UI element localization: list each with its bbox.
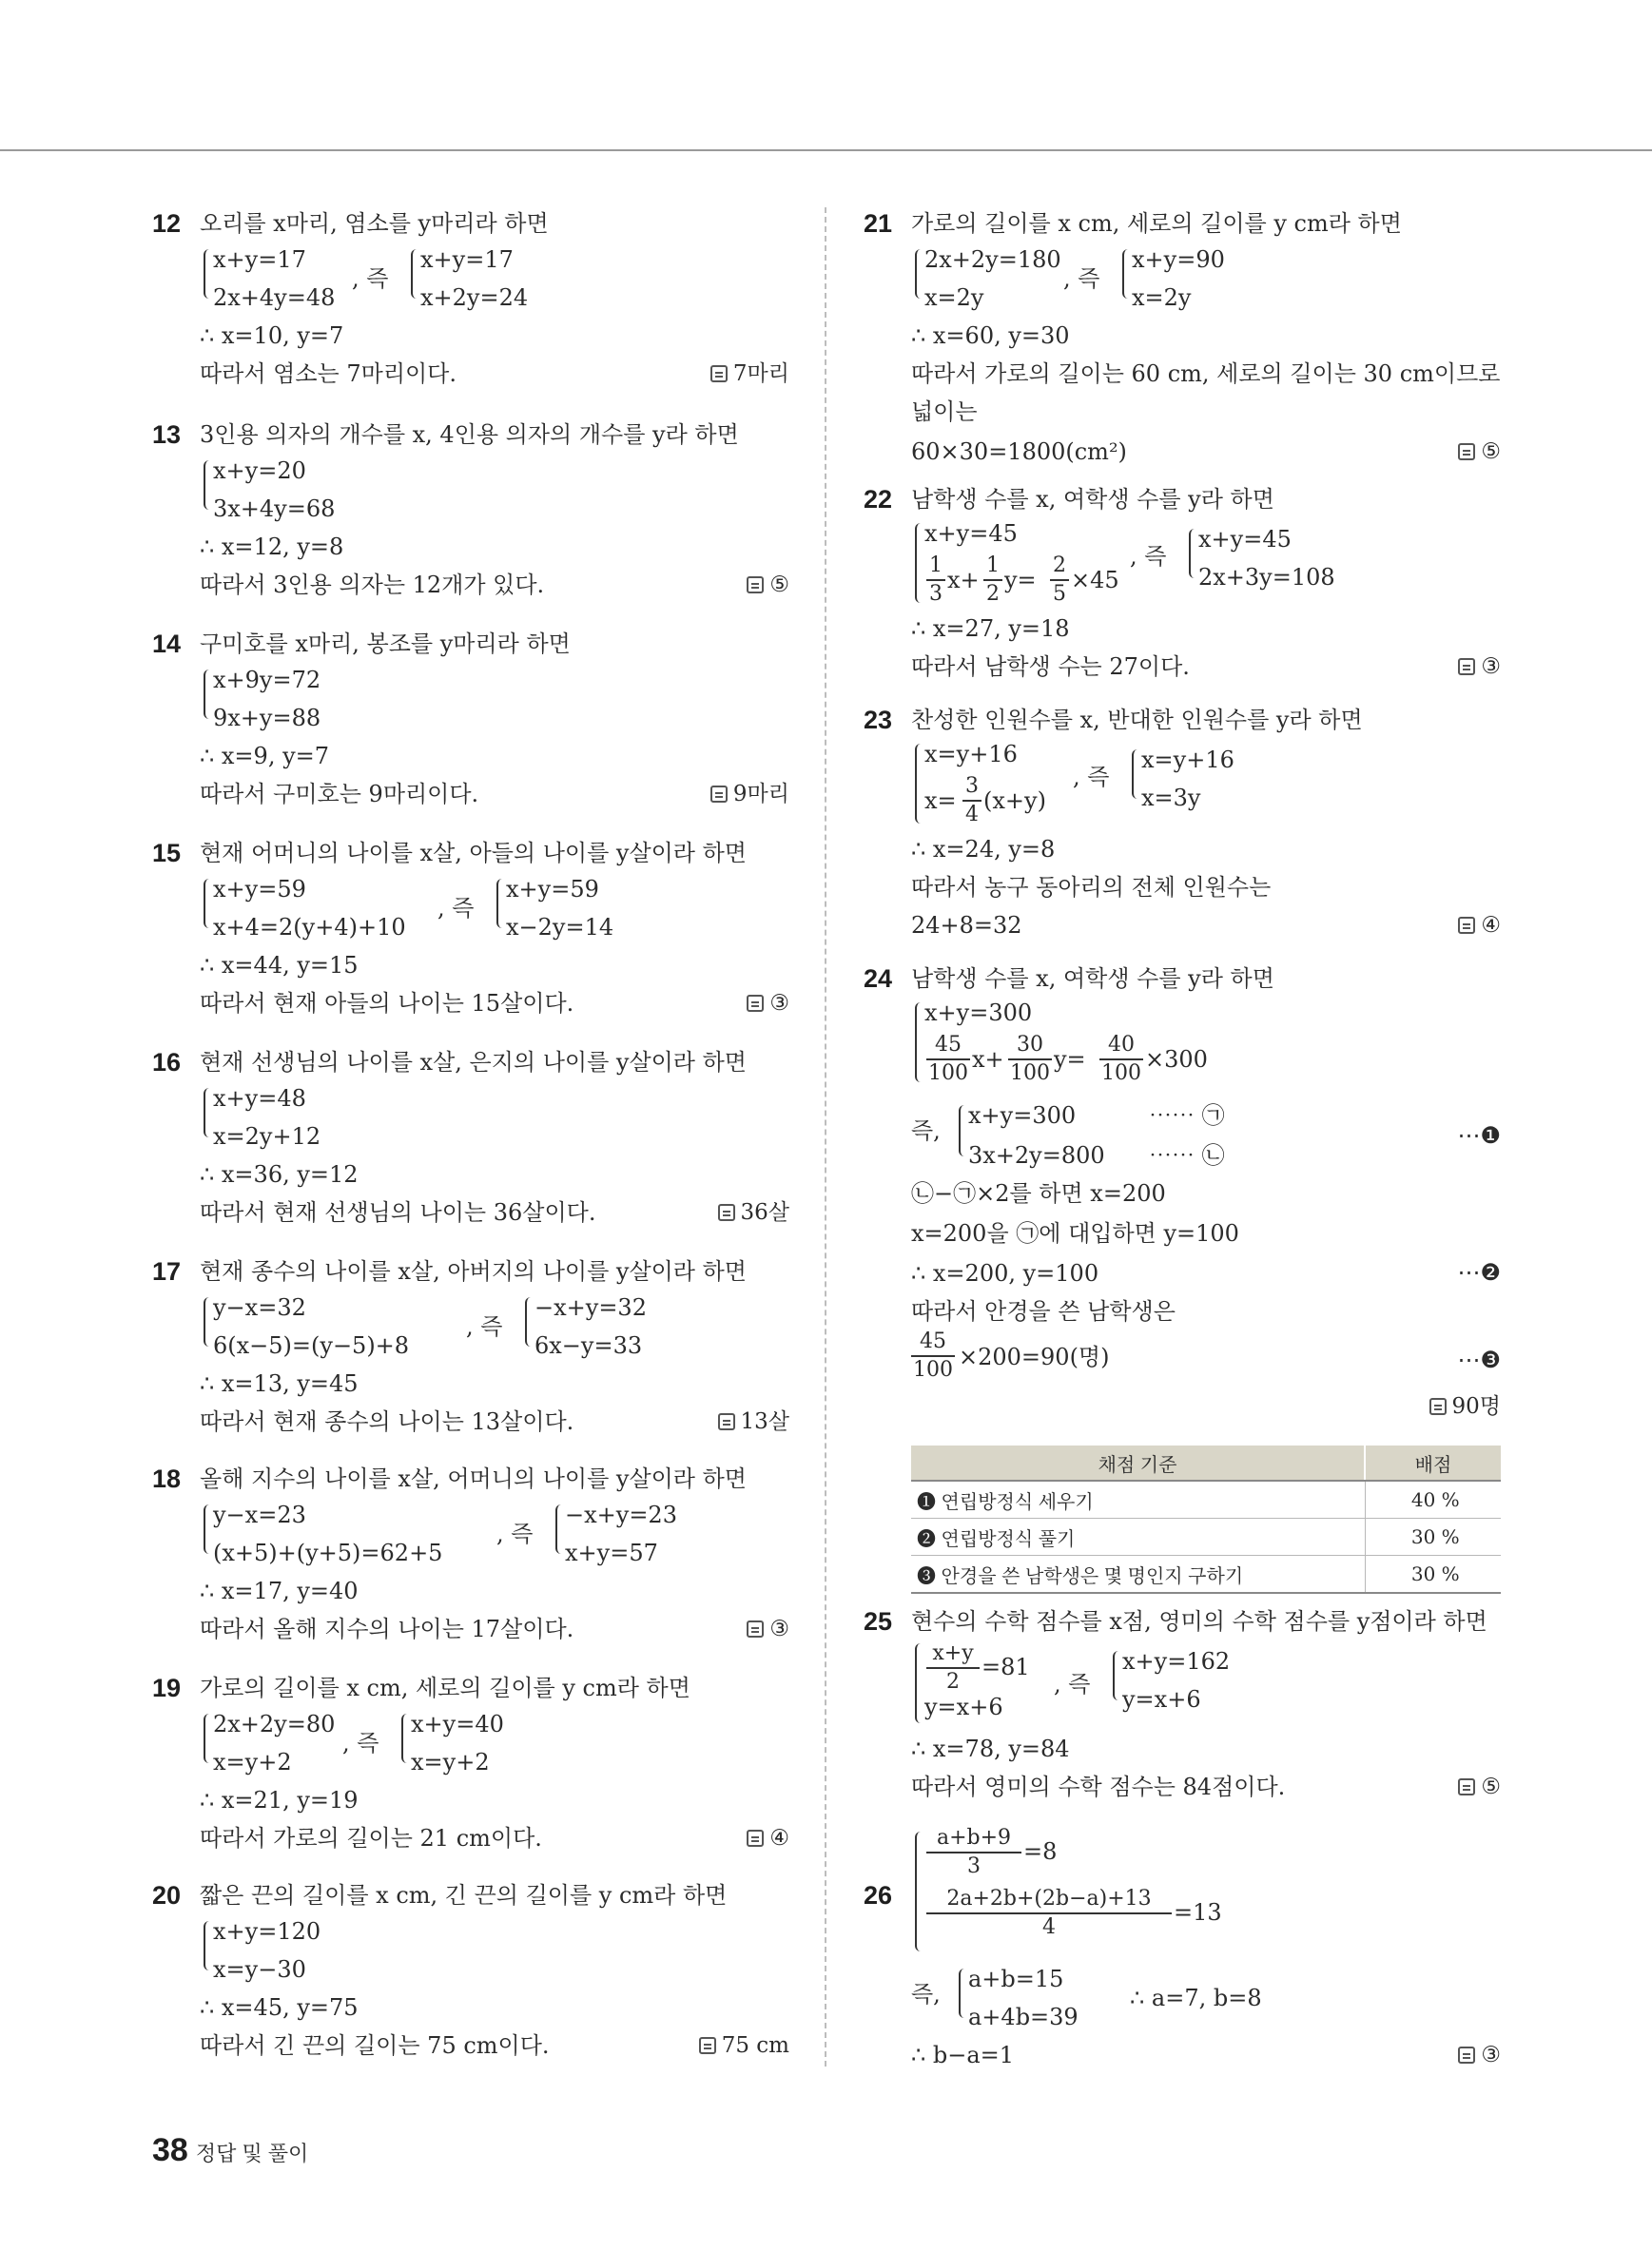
eq-4: x+y=57 [565, 1540, 658, 1566]
conclusion: 따라서 안경을 쓴 남학생은 [911, 1298, 1176, 1325]
criterion-cell: ❸ 안경을 쓴 남학생은 몇 명인지 구하기 [911, 1556, 1365, 1594]
term: (x+y) [983, 787, 1046, 814]
system-brace [525, 1297, 534, 1347]
equiv-label: , 즉 [496, 1521, 534, 1547]
numerator: 40 [1108, 1033, 1135, 1057]
equiv-label: , 즉 [1073, 764, 1110, 790]
system-brace [1132, 749, 1141, 799]
denominator: 100 [1101, 1061, 1141, 1085]
answer-value: ④ [769, 1826, 789, 1851]
eq-2: 2x+4y=48 [213, 284, 336, 311]
answer-value: ③ [1481, 654, 1501, 679]
eq-tag: ⋯⋯ ㉡ [1149, 1142, 1225, 1169]
solution: ∴ x=21, y=19 [200, 1787, 359, 1814]
eq-4: x=y+2 [411, 1749, 490, 1776]
conclusion: 따라서 가로의 길이는 21 cm이다. [200, 1825, 542, 1852]
system-brace [411, 249, 420, 299]
intro: 현수의 수학 점수를 x점, 영미의 수학 점수를 y점이라 하면 [911, 1608, 1487, 1635]
system-brace [204, 1714, 213, 1763]
term: ×45 [1071, 567, 1119, 593]
table-header-row [911, 1446, 1501, 1481]
answer-value: 36살 [740, 1200, 789, 1225]
table-row [911, 1481, 1501, 1519]
numerator: 30 [1017, 1033, 1043, 1057]
eq-1: x+y=20 [213, 457, 306, 484]
term: x= [924, 787, 957, 814]
answer [1458, 1773, 1501, 1801]
answer-icon [1458, 443, 1475, 460]
answer-icon [710, 365, 728, 382]
intro: 현재 종수의 나이를 x살, 아버지의 나이를 y살이라 하면 [200, 1258, 747, 1285]
system-brace [915, 249, 924, 299]
system-brace [1189, 529, 1198, 578]
solution: ∴ x=44, y=15 [200, 952, 359, 979]
work-line: ㉡−㉠×2를 하면 x=200 [911, 1180, 1166, 1207]
eq-2: 3x+4y=68 [213, 495, 336, 522]
denominator: 4 [1042, 1915, 1056, 1939]
fraction-bar [911, 1355, 955, 1357]
answer-icon [747, 576, 764, 593]
system-brace [915, 523, 924, 603]
answer-value: ④ [1481, 913, 1501, 938]
problem-number: 23 [864, 706, 893, 734]
eq-2: y=x+6 [924, 1694, 1003, 1720]
page-number: 38 [152, 2132, 188, 2168]
equiv-label: , 즉 [1054, 1671, 1091, 1698]
problem-number: 16 [152, 1048, 182, 1077]
eq-1: y−x=23 [213, 1502, 306, 1528]
denominator: 5 [1053, 582, 1066, 606]
term: =81 [981, 1654, 1030, 1680]
eq-1: y−x=32 [213, 1294, 306, 1321]
system-brace [204, 1088, 213, 1137]
eq-2: 9x+y=88 [213, 705, 321, 731]
eq-4: x−2y=14 [506, 914, 614, 941]
eq-3: x+y=162 [1122, 1648, 1231, 1675]
eq-1: x+y=300 [924, 999, 1033, 1026]
criterion-cell: ❶ 연립방정식 세우기 [911, 1481, 1365, 1519]
fraction-bar [983, 579, 1002, 581]
step-marker-3: ⋯❸ [1457, 1347, 1501, 1373]
problem-number: 15 [152, 839, 182, 867]
numerator: 1 [986, 553, 1000, 577]
table-row [911, 1519, 1501, 1556]
solution: ∴ x=27, y=18 [911, 615, 1070, 642]
system-brace [204, 1504, 213, 1554]
calculation: ×200=90(명) [959, 1344, 1110, 1370]
equiv-label: , 즉 [1130, 543, 1167, 570]
fraction [1099, 1033, 1143, 1086]
page-footer [152, 2132, 308, 2169]
solution: ∴ x=60, y=30 [911, 322, 1070, 349]
conclusion: 따라서 염소는 7마리이다. [200, 360, 457, 387]
answer [1458, 911, 1501, 940]
eq-3: x+y=90 [1132, 246, 1225, 273]
answer-icon [747, 1620, 764, 1638]
equiv-label: , 즉 [466, 1313, 503, 1340]
intro: 가로의 길이를 x cm, 세로의 길이를 y cm라 하면 [200, 1675, 690, 1701]
answer [747, 989, 789, 1018]
solution: ∴ x=45, y=75 [200, 1994, 359, 2021]
eq-2: x=y−30 [213, 1956, 306, 1983]
answer [747, 1824, 789, 1853]
denominator: 100 [1010, 1061, 1050, 1085]
problem-number: 20 [152, 1881, 182, 1910]
intro: 3인용 의자의 개수를 x, 4인용 의자의 개수를 y라 하면 [200, 421, 739, 448]
denominator: 3 [967, 1854, 981, 1878]
intro: 현재 선생님의 나이를 x살, 은지의 나이를 y살이라 하면 [200, 1049, 747, 1076]
answer-value: 75 cm [721, 2033, 789, 2058]
answer-value: 9마리 [732, 782, 789, 806]
intro: 남학생 수를 x, 여학생 수를 y라 하면 [911, 965, 1274, 992]
system-brace [915, 1832, 924, 1951]
points-cell: 30 % [1365, 1519, 1501, 1556]
problem-number: 21 [864, 209, 893, 238]
fraction-bar [926, 1912, 1172, 1914]
problem-number: 14 [152, 630, 182, 658]
solution: ∴ x=200, y=100 [911, 1260, 1099, 1287]
answer [1458, 652, 1501, 681]
term: ×300 [1145, 1046, 1208, 1073]
eq-1: x+y=48 [213, 1085, 306, 1112]
denominator: 4 [965, 803, 979, 826]
eq-4: x+2y=24 [420, 284, 529, 311]
system-brace [555, 1504, 565, 1554]
eq-4: x=3y [1141, 785, 1201, 811]
eq-3: x=y+16 [1141, 747, 1234, 773]
system-brace [959, 1105, 968, 1156]
eq-2: x=2y+12 [213, 1123, 321, 1150]
conclusion: 따라서 남학생 수는 27이다. [911, 653, 1190, 680]
eq-4: 3x+2y=800 [968, 1142, 1105, 1169]
solution: ∴ x=36, y=12 [200, 1161, 359, 1188]
answer [710, 780, 789, 808]
eq-4: x=2y [1132, 284, 1192, 311]
column-header: 채점 기준 [911, 1446, 1365, 1481]
eq-tag: ⋯⋯ ㉠ [1149, 1102, 1225, 1129]
system-brace [959, 1969, 968, 2018]
eq-2: x=2y [924, 284, 984, 311]
term: y= [1054, 1046, 1086, 1073]
fraction [926, 1826, 1021, 1879]
term: x+ [972, 1046, 1004, 1073]
eq-1: x+y=45 [924, 520, 1018, 547]
eq-1: x+y=120 [213, 1918, 321, 1945]
eq-3: −x+y=23 [565, 1502, 677, 1528]
eq-1: 2x+2y=180 [924, 246, 1061, 273]
system-brace [204, 879, 213, 928]
answer-icon [1458, 1778, 1475, 1795]
system-brace [915, 744, 924, 824]
answer [747, 1615, 789, 1643]
equiv-label: , 즉 [1063, 265, 1100, 292]
system-brace [204, 1297, 213, 1347]
problem-number: 19 [152, 1674, 182, 1702]
answer [718, 1198, 790, 1227]
eq-4: 2x+3y=108 [1198, 564, 1335, 591]
points-cell: 30 % [1365, 1556, 1501, 1594]
numerator: a+b+9 [936, 1826, 1012, 1850]
conclusion: 따라서 가로의 길이는 60 cm, 세로의 길이는 30 cm이므로 [911, 360, 1501, 387]
eq-1: x+y=17 [213, 246, 306, 273]
fraction-bar [926, 1852, 1021, 1853]
intro: 구미호를 x마리, 봉조를 y마리라 하면 [200, 631, 571, 657]
answer-value: ⑤ [1481, 439, 1501, 464]
solution: ∴ x=9, y=7 [200, 743, 330, 769]
intro: 남학생 수를 x, 여학생 수를 y라 하면 [911, 486, 1274, 513]
fraction [926, 1887, 1172, 1940]
problem-number: 25 [864, 1607, 893, 1636]
eq-1: x=y+16 [924, 741, 1018, 767]
eq-3: x+y=59 [506, 876, 599, 902]
eq-3: a+b=15 [968, 1966, 1064, 1992]
solution: ∴ x=17, y=40 [200, 1578, 359, 1604]
answer [1429, 1392, 1502, 1421]
intro: 오리를 x마리, 염소를 y마리라 하면 [200, 210, 549, 237]
answer-icon [718, 1204, 735, 1221]
term: =13 [1174, 1899, 1222, 1926]
answer [1458, 437, 1501, 466]
eq-3: x+y=17 [420, 246, 514, 273]
calculation: 24+8=32 [911, 912, 1022, 939]
fraction-bar [1050, 579, 1069, 581]
problem-number: 13 [152, 420, 182, 449]
equiv-label: 즉, [911, 1981, 941, 2008]
system-brace [401, 1714, 411, 1763]
eq-1: x+y=59 [213, 876, 306, 902]
eq-3: x+y=45 [1198, 526, 1292, 553]
problem-number: 22 [864, 485, 893, 514]
numerator: 2a+2b+(2b−a)+13 [946, 1887, 1152, 1911]
equiv-label: , 즉 [437, 895, 475, 922]
conclusion: 따라서 농구 동아리의 전체 인원수는 [911, 874, 1272, 901]
answer-icon [747, 995, 764, 1012]
numerator: 45 [935, 1033, 962, 1057]
eq-1: x+9y=72 [213, 667, 321, 693]
fraction [962, 774, 981, 827]
numerator: 2 [1053, 553, 1066, 577]
answer-value: 90명 [1451, 1394, 1501, 1419]
table-row [911, 1556, 1501, 1594]
answer [718, 1407, 790, 1436]
term: =8 [1023, 1838, 1058, 1865]
fraction-bar [926, 1667, 980, 1669]
problem-number: 12 [152, 209, 182, 238]
conclusion: 따라서 현재 종수의 나이는 13살이다. [200, 1408, 574, 1435]
answer-value: ⑤ [769, 572, 789, 597]
answer-value: 13살 [740, 1409, 789, 1434]
solution: ∴ x=78, y=84 [911, 1736, 1070, 1762]
points-cell: 40 % [1365, 1481, 1501, 1519]
column-header: 배점 [1365, 1446, 1501, 1481]
numerator: 1 [929, 553, 943, 577]
answer-value: ③ [1481, 2043, 1501, 2067]
intro: 짧은 끈의 길이를 x cm, 긴 끈의 길이를 y cm라 하면 [200, 1882, 728, 1909]
conclusion-2: 넓이는 [911, 398, 978, 425]
eq-3: x+y=40 [411, 1711, 504, 1737]
page-label: 정답 및 풀이 [195, 2142, 309, 2165]
conclusion: 따라서 3인용 의자는 12개가 있다. [200, 572, 545, 598]
intro: 현재 어머니의 나이를 x살, 아들의 나이를 y살이라 하면 [200, 840, 747, 866]
scoring-table [911, 1446, 1501, 1594]
work-line: x=200을 ㉠에 대입하면 y=100 [911, 1220, 1239, 1247]
intro: 찬성한 인원수를 x, 반대한 인원수를 y라 하면 [911, 707, 1363, 733]
answer [699, 2031, 789, 2060]
system-brace [1122, 249, 1132, 299]
fraction [926, 1033, 970, 1086]
fraction-bar [1099, 1058, 1143, 1060]
system-brace [204, 1921, 213, 1970]
denominator: 100 [928, 1061, 968, 1085]
solution: ∴ a=7, b=8 [1130, 1985, 1262, 2011]
system-brace [1113, 1651, 1122, 1700]
system-brace [204, 669, 213, 719]
step-marker-1: ⋯❶ [1457, 1122, 1501, 1149]
equiv-label: , 즉 [352, 265, 389, 292]
intro: 올해 지수의 나이를 x살, 어머니의 나이를 y살이라 하면 [200, 1465, 747, 1492]
fraction-bar [926, 1058, 970, 1060]
step-marker-2: ⋯❷ [1457, 1259, 1501, 1286]
fraction [926, 1641, 980, 1695]
numerator: 45 [920, 1329, 946, 1353]
eq-4: y=x+6 [1122, 1686, 1201, 1713]
answer-icon [1458, 2047, 1475, 2064]
column-divider [825, 207, 826, 2067]
problem-number: 18 [152, 1465, 182, 1493]
answer-value: ⑤ [1481, 1775, 1501, 1799]
answer-value: ③ [769, 1617, 789, 1641]
final-result: ∴ b−a=1 [911, 2042, 1015, 2068]
intro: 가로의 길이를 x cm, 세로의 길이를 y cm라 하면 [911, 210, 1402, 237]
header-rule [0, 149, 1652, 151]
conclusion: 따라서 구미호는 9마리이다. [200, 781, 479, 807]
conclusion: 따라서 올해 지수의 나이는 17살이다. [200, 1616, 574, 1642]
eq-2: x=y+2 [213, 1749, 292, 1776]
eq-1: 2x+2y=80 [213, 1711, 336, 1737]
calculation: 60×30=1800(cm²) [911, 438, 1127, 465]
problem-number: 24 [864, 964, 893, 993]
denominator: 2 [946, 1670, 960, 1694]
eq-3: −x+y=32 [534, 1294, 647, 1321]
solution: ∴ x=13, y=45 [200, 1370, 359, 1397]
answer-icon [699, 2037, 716, 2054]
fraction [1008, 1033, 1052, 1086]
fraction [983, 553, 1002, 607]
conclusion: 따라서 현재 아들의 나이는 15살이다. [200, 990, 574, 1017]
system-brace [915, 1643, 924, 1723]
conclusion: 따라서 현재 선생님의 나이는 36살이다. [200, 1199, 596, 1226]
eq-4: a+4b=39 [968, 2004, 1079, 2030]
conclusion: 따라서 긴 끈의 길이는 75 cm이다. [200, 2032, 550, 2059]
numerator: 3 [965, 774, 979, 798]
system-brace [915, 1002, 924, 1082]
answer [747, 571, 789, 599]
fraction-bar [962, 800, 981, 802]
answer-icon [1429, 1398, 1447, 1415]
system-brace [204, 460, 213, 510]
eq-2: x+4=2(y+4)+10 [213, 914, 406, 941]
denominator: 3 [929, 582, 943, 606]
term: x+ [947, 567, 980, 593]
equiv-label: 즉, [911, 1117, 941, 1144]
problem-number: 26 [864, 1881, 893, 1910]
fraction [911, 1329, 955, 1383]
system-brace [496, 879, 506, 928]
equiv-label: , 즉 [342, 1730, 379, 1756]
answer-value: ③ [769, 991, 789, 1016]
fraction-bar [926, 579, 945, 581]
term: y= [1004, 567, 1037, 593]
system-brace [204, 249, 213, 299]
eq-3: x+y=300 [968, 1102, 1077, 1129]
eq-2: 6(x−5)=(y−5)+8 [213, 1332, 410, 1359]
solution: ∴ x=10, y=7 [200, 322, 344, 349]
answer [1458, 2041, 1501, 2069]
numerator: x+y [932, 1641, 974, 1665]
answer-icon [710, 786, 728, 803]
answer [710, 359, 789, 388]
answer-icon [1458, 658, 1475, 675]
eq-2: (x+5)+(y+5)=62+5 [213, 1540, 443, 1566]
criterion-cell: ❷ 연립방정식 풀기 [911, 1519, 1365, 1556]
solution: ∴ x=12, y=8 [200, 534, 344, 560]
answer-icon [718, 1413, 735, 1430]
problem-number: 17 [152, 1257, 182, 1286]
denominator: 100 [913, 1358, 953, 1382]
answer-icon [747, 1830, 764, 1847]
fraction-bar [1008, 1058, 1052, 1060]
answer-icon [1458, 917, 1475, 934]
conclusion: 따라서 영미의 수학 점수는 84점이다. [911, 1774, 1286, 1800]
eq-4: 6x−y=33 [534, 1332, 643, 1359]
fraction [1050, 553, 1069, 607]
fraction [926, 553, 945, 607]
solution: ∴ x=24, y=8 [911, 836, 1056, 863]
answer-value: 7마리 [732, 361, 789, 386]
denominator: 2 [986, 582, 1000, 606]
